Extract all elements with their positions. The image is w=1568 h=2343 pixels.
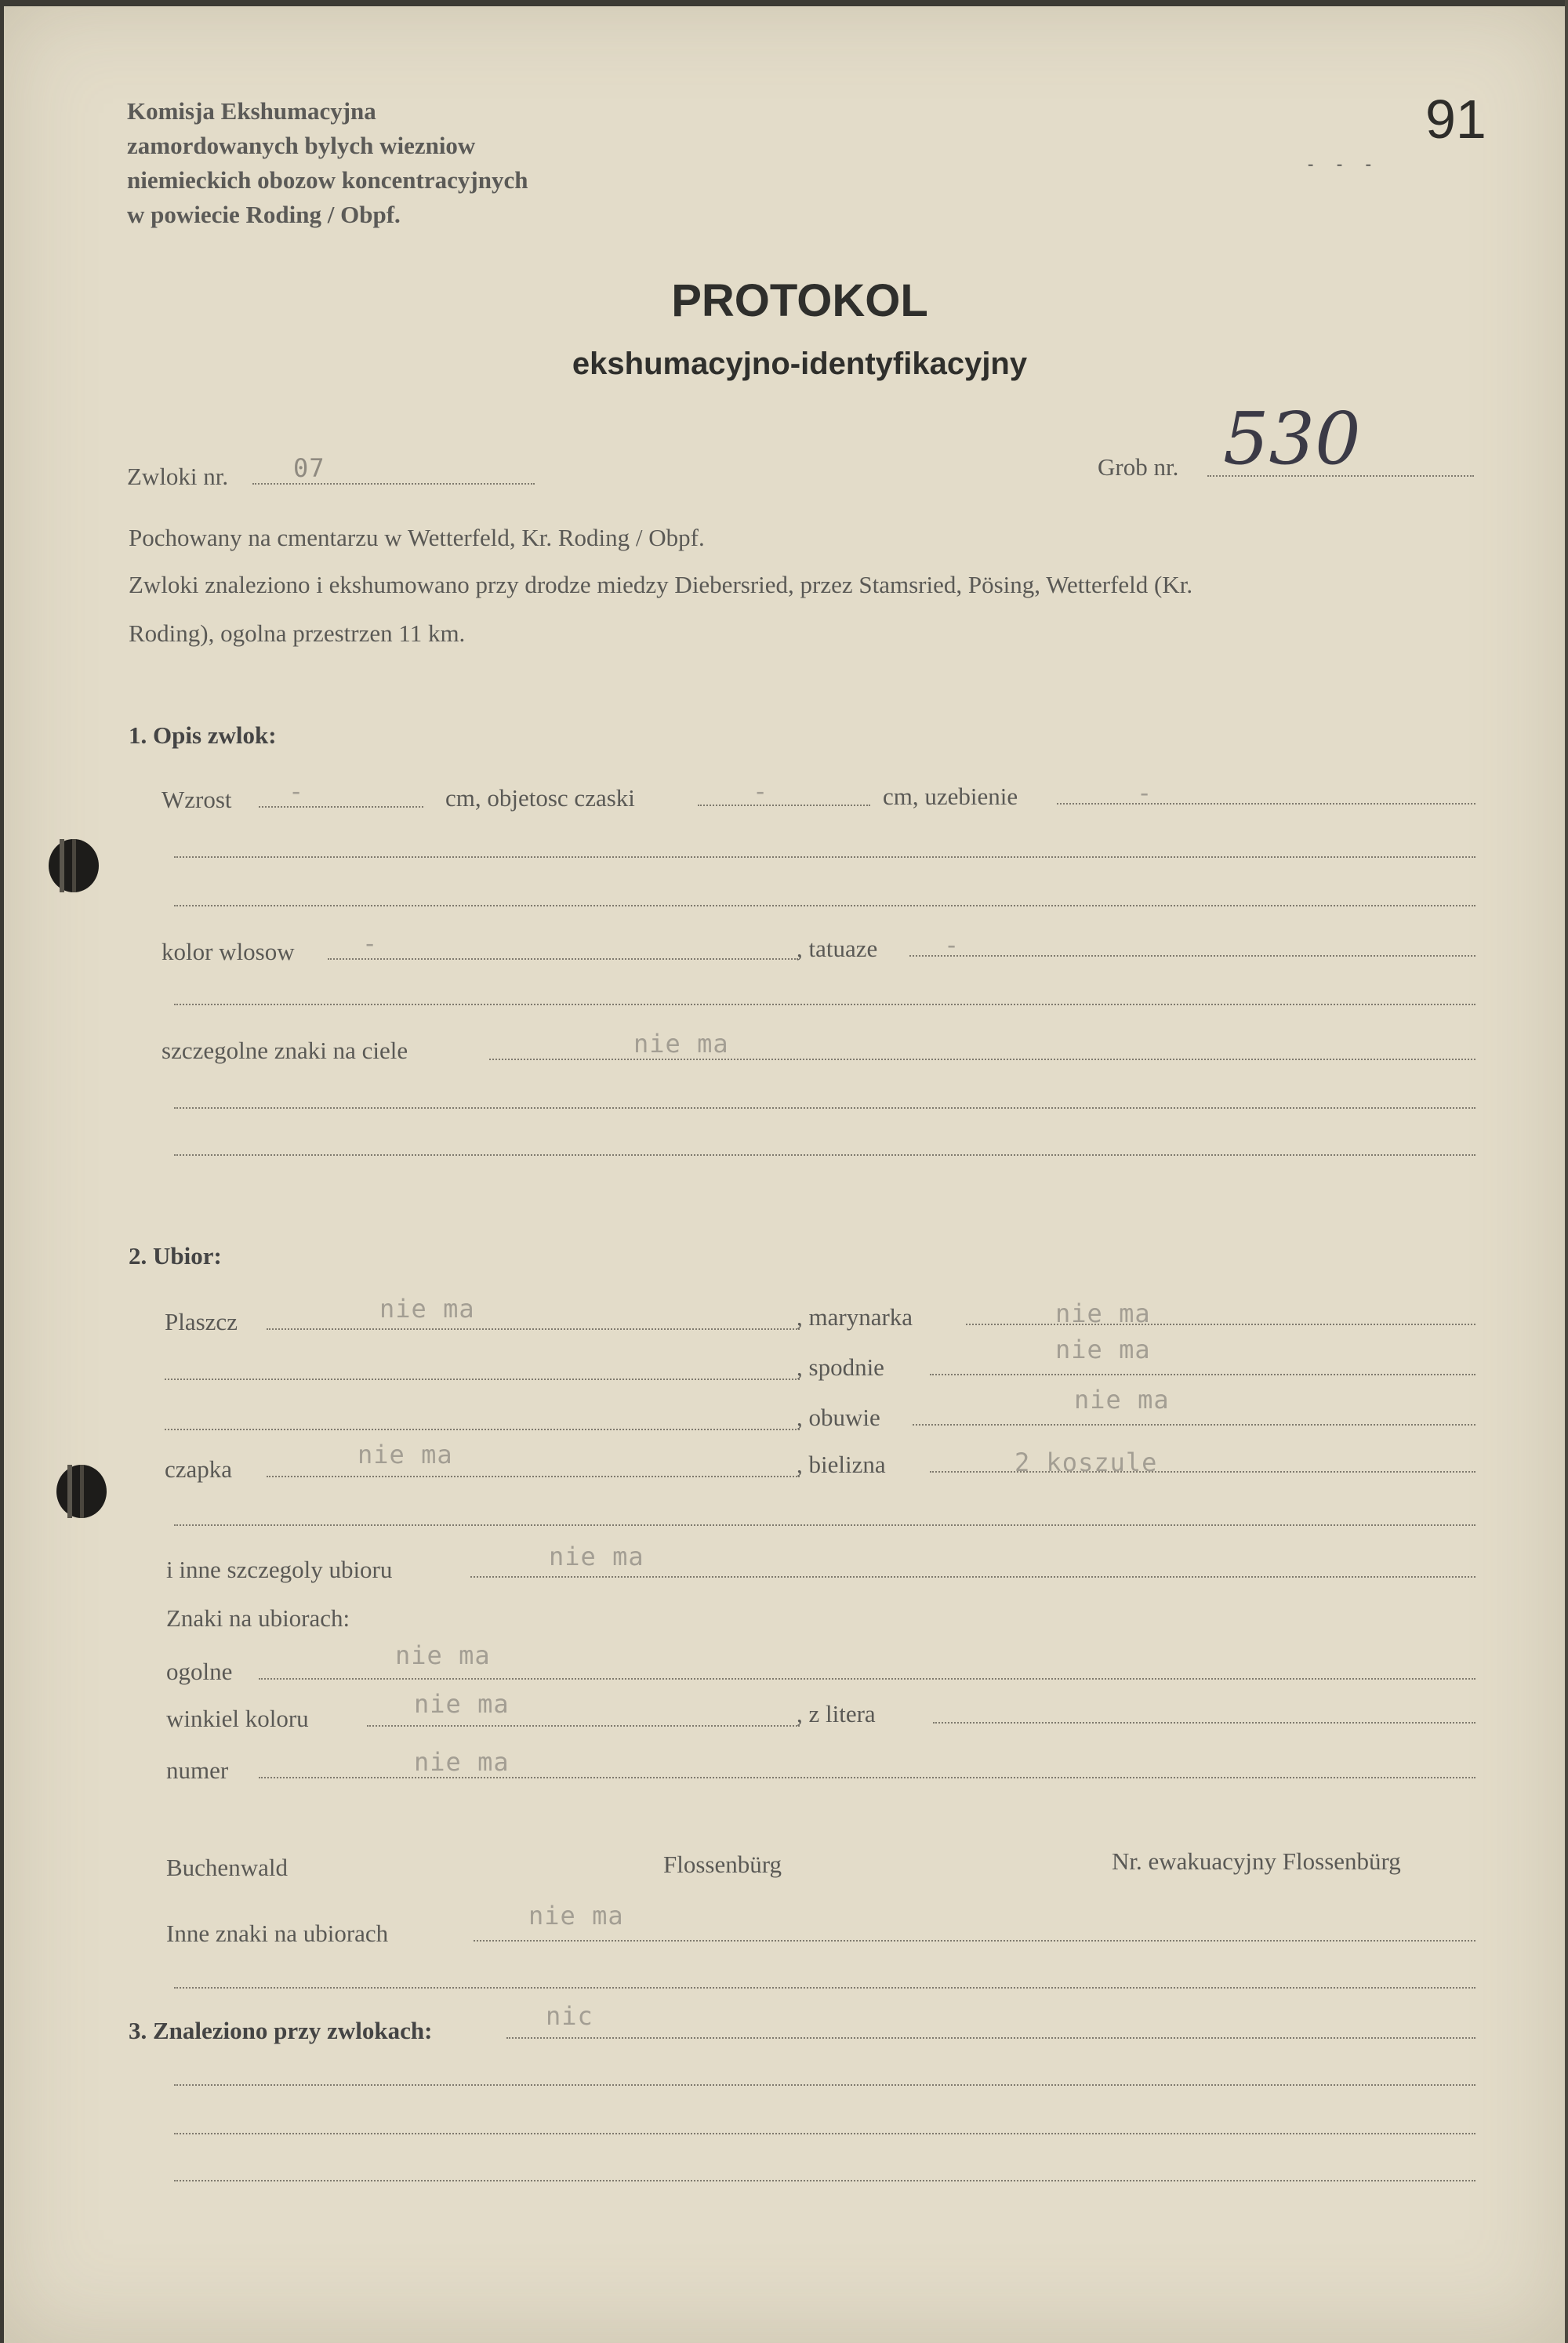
inne-szczegoly-label: i inne szczegoly ubioru: [166, 1556, 393, 1583]
blank-dotted-line: [174, 1107, 1475, 1109]
spodnie-value: nie ma: [1055, 1335, 1151, 1364]
cm-objetosc-label: cm, objetosc czaski: [445, 784, 635, 812]
burial-line-2: Zwloki znaleziono i ekshumowano przy drodze miedzy Diebersried, przez Stamsried, Pösing, Wetterfeld (Kr.: [129, 571, 1193, 598]
header-line: Komisja Ekshumacyjna: [127, 97, 376, 125]
blank-dotted-line: [174, 1524, 1475, 1526]
plaszcz-value: nie ma: [379, 1294, 475, 1324]
section-3-heading: 3. Znaleziono przy zwlokach:: [129, 2017, 433, 2044]
ogolne-dotted-line: [259, 1678, 1475, 1680]
inne-znaki-label: Inne znaki na ubiorach: [166, 1920, 389, 1947]
kolor-dotted-line: [328, 958, 798, 960]
szczegolne-znaki-value: nie ma: [633, 1029, 729, 1059]
czapka-label: czapka: [165, 1455, 233, 1483]
document-title: PROTOKOL: [671, 275, 928, 326]
inne-znaki-dotted-line: [474, 1940, 1475, 1942]
bielizna-dotted-line: [930, 1471, 1475, 1473]
bielizna-value: 2 koszule: [1014, 1448, 1158, 1477]
scan-edge-top: [0, 0, 1568, 6]
page-number: 91: [1425, 89, 1486, 150]
burial-line-1: Pochowany na cmentarzu w Wetterfeld, Kr. Roding / Obpf.: [129, 524, 705, 551]
numer-label: numer: [166, 1756, 229, 1784]
znaki-na-ubiorach-heading: Znaki na ubiorach:: [166, 1604, 350, 1632]
kolor-wlosow-label: kolor wlosow: [162, 938, 295, 965]
inne-szczegoly-dotted-line: [470, 1576, 1475, 1578]
kolor-wlosow-value: -: [362, 928, 379, 958]
obuwie-dotted-line: [913, 1424, 1475, 1426]
grob-label: Grob nr.: [1098, 453, 1179, 481]
wzrost-dotted-line: [259, 806, 423, 808]
blank-dotted-line: [174, 1004, 1475, 1005]
litera-dotted-line: [933, 1722, 1475, 1724]
wzrost-value: -: [289, 776, 305, 806]
numer-value: nie ma: [414, 1747, 510, 1777]
tatuaze-dotted-line: [909, 955, 1475, 957]
obuwie-value: nie ma: [1074, 1385, 1170, 1415]
zwloki-dotted-line: [252, 483, 535, 485]
cm-uzebienie-label: cm, uzebienie: [883, 783, 1018, 810]
tatuaze-label: , tatuaze: [797, 935, 878, 962]
spodnie-dotted-line: [930, 1374, 1475, 1375]
zwloki-label: Zwloki nr.: [127, 463, 229, 490]
blank-dotted-line: [174, 856, 1475, 858]
marynarka-value: nie ma: [1055, 1299, 1151, 1328]
document-subtitle: ekshumacyjno-identyfikacyjny: [572, 347, 1028, 381]
section-2-heading: 2. Ubior:: [129, 1242, 222, 1270]
szczegolne-znaki-label: szczegolne znaki na ciele: [162, 1037, 408, 1064]
bielizna-label: , bielizna: [797, 1451, 886, 1478]
wzrost-label: Wzrost: [162, 786, 232, 813]
blank-dotted-line: [174, 2084, 1475, 2086]
commission-header: [127, 94, 528, 232]
ogolne-label: ogolne: [166, 1658, 233, 1685]
header-line: w powiecie Roding / Obpf.: [127, 201, 401, 228]
page-number-dashes: - - -: [1308, 154, 1381, 173]
blank-dotted-line: [165, 1379, 800, 1380]
nr-ewakuacyjny-label: Nr. ewakuacyjny Flossenbürg: [1112, 1847, 1401, 1875]
blank-dotted-line: [174, 1154, 1475, 1156]
section-1-heading: 1. Opis zwlok:: [129, 721, 277, 749]
punch-hole-icon: [56, 1465, 107, 1518]
z-litera-label: , z litera: [797, 1700, 876, 1727]
spodnie-label: , spodnie: [797, 1353, 884, 1381]
blank-dotted-line: [165, 1429, 800, 1430]
znaki-dotted-line: [489, 1059, 1475, 1060]
czapka-value: nie ma: [358, 1440, 453, 1469]
burial-line-3: Roding), ogolna przestrzen 11 km.: [129, 619, 466, 647]
blank-dotted-line: [174, 905, 1475, 906]
numer-dotted-line: [259, 1777, 1475, 1778]
blank-dotted-line: [174, 2133, 1475, 2134]
winkiel-dotted-line: [367, 1725, 800, 1727]
czaska-dotted-line: [698, 805, 870, 806]
marynarka-dotted-line: [966, 1324, 1475, 1325]
czapka-dotted-line: [267, 1476, 800, 1477]
flossenburg-label: Flossenbürg: [663, 1851, 782, 1878]
zwloki-value: 07: [293, 453, 325, 483]
header-line: zamordowanych bylych wiezniow: [127, 132, 476, 159]
inne-szczegoly-value: nie ma: [549, 1542, 644, 1571]
blank-dotted-line: [174, 1987, 1475, 1989]
grob-value: 530: [1223, 397, 1361, 481]
znaleziono-value: nic: [546, 2001, 593, 2031]
uzebienie-dotted-line: [1057, 803, 1475, 805]
plaszcz-label: Plaszcz: [165, 1308, 238, 1335]
uzebienie-value: -: [1137, 778, 1153, 808]
tatuaze-value: -: [944, 930, 960, 960]
czaska-value: -: [753, 776, 769, 806]
marynarka-label: , marynarka: [797, 1303, 913, 1331]
header-line: niemieckich obozow koncentracyjnych: [127, 166, 528, 194]
winkiel-label: winkiel koloru: [166, 1705, 309, 1732]
inne-znaki-value: nie ma: [528, 1901, 624, 1931]
znaleziono-dotted-line: [506, 2037, 1475, 2039]
plaszcz-dotted-line: [267, 1328, 800, 1330]
obuwie-label: , obuwie: [797, 1404, 880, 1431]
ogolne-value: nie ma: [395, 1640, 491, 1670]
blank-dotted-line: [174, 2180, 1475, 2181]
winkiel-value: nie ma: [414, 1689, 510, 1719]
punch-hole-icon: [49, 839, 99, 892]
buchenwald-label: Buchenwald: [166, 1854, 288, 1881]
